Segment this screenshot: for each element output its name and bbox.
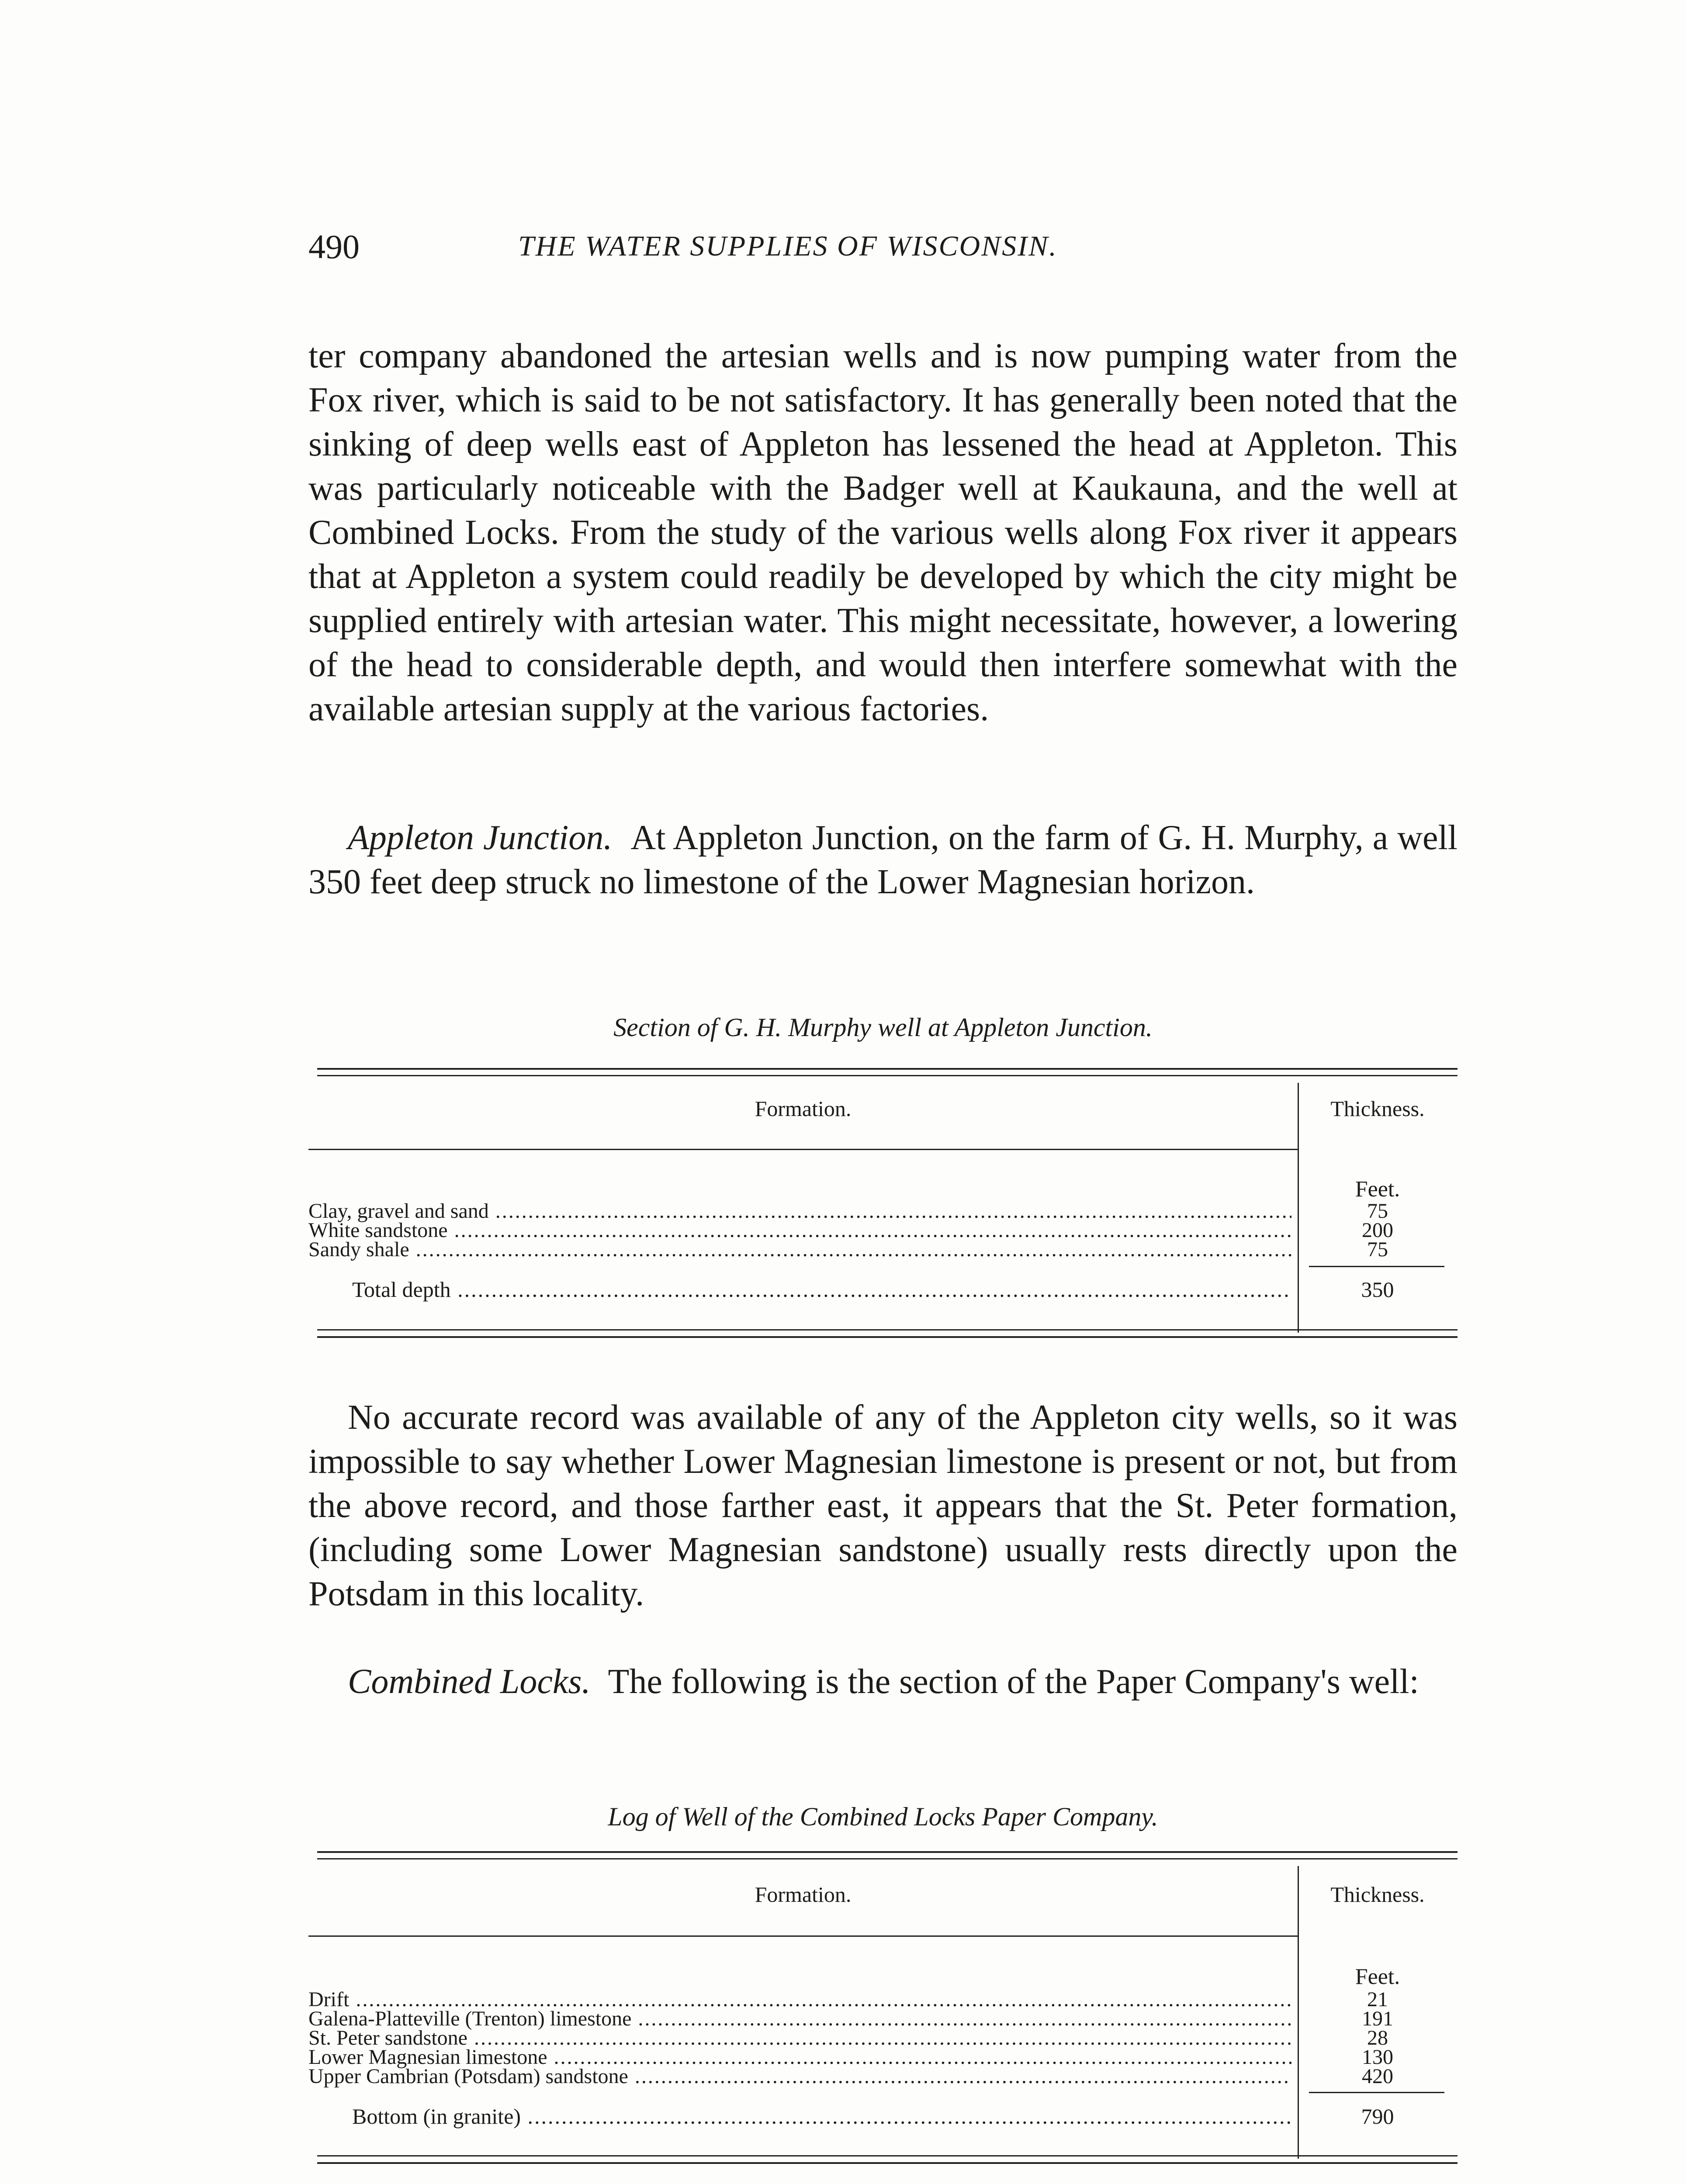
murphy-well-table <box>308 1068 1458 1348</box>
table-rule <box>317 1329 1458 1330</box>
formation-cell: Galena-Platteville (Trenton) limestone ..... <box>308 2007 1291 2031</box>
combined-locks-table <box>308 1851 1458 2177</box>
table-row <box>308 2026 1458 2049</box>
formation-cell: Drift ..... <box>308 1987 1291 2011</box>
formation-cell: Lower Magnesian limestone ..... <box>308 2045 1291 2069</box>
paragraph-3: No accurate record was available of any of the Appleton city wells, so it was impossible to say whether Lower Magnesian limestone is present or not, but from the above record, and those farther east, it appears that the St. Peter formation, (including some Lower Magnesian sandstone) usually rests directly upon the Potsdam in this locality. <box>308 1398 1458 1613</box>
thickness-cell: 191 <box>1362 2007 1393 2030</box>
table-row <box>308 1237 1458 1261</box>
table-rule <box>317 2162 1458 2164</box>
table-row <box>308 2007 1458 2030</box>
total-row <box>352 2104 1291 2130</box>
total-value: 350 <box>1361 1277 1394 1302</box>
total-row <box>352 1277 1291 1303</box>
thickness-cell: 21 <box>1367 1988 1388 2011</box>
section-lead-combined-locks: Combined Locks. <box>348 1662 591 1701</box>
paragraph-combined-locks <box>308 1660 1458 1704</box>
thickness-cell: 130 <box>1362 2046 1393 2069</box>
paragraph-1: ter company abandoned the artesian wells and is now pumping water from the Fox river, which is said to be not satisfactory. It has generally been noted that the sinking of deep wells east of Appleton has lessened the head at Appleton. This was particularly noticeable with the Badger well at Kaukauna, and the well at Combined Locks. From the study of the various wells along Fox river it appears that at Appleton a system could readily be developed by which the city might be supplied entirely with artesian water. This might necessitate, however, a lowering of the head to considerable depth, and would then interfere somewhat with the available artesian supply at the various factories. <box>308 337 1458 728</box>
column-header-thickness: Thickness. <box>1330 1882 1425 1907</box>
total-value: 790 <box>1361 2104 1394 2129</box>
table-row <box>308 1199 1458 1223</box>
paragraph-appleton-junction <box>308 816 1458 904</box>
paragraph-combined-locks-text: The following is the section of the Paper Company's well: <box>608 1662 1419 1701</box>
formation-cell: St. Peter sandstone ..... <box>308 2026 1291 2050</box>
table-rule <box>317 1336 1458 1338</box>
formation-cell: Clay, gravel and sand ..... <box>308 1199 1291 1223</box>
table-rule <box>317 1851 1458 1853</box>
table-rule <box>308 1935 1298 1937</box>
column-divider <box>1298 1083 1299 1333</box>
table-rows <box>308 1199 1458 1261</box>
thickness-cell: 28 <box>1367 2026 1388 2049</box>
formation-cell: Upper Cambrian (Potsdam) sandstone ..... <box>308 2064 1291 2088</box>
total-label: Bottom (in granite) ..... <box>352 2104 1291 2129</box>
column-header-formation: Formation. <box>755 1096 852 1121</box>
table-2-caption: Log of Well of the Combined Locks Paper Company. <box>608 1802 1158 1831</box>
table-rule <box>317 1068 1458 1070</box>
thickness-cell: 75 <box>1367 1238 1388 1261</box>
units-label: Feet. <box>1355 1964 1400 1989</box>
table-row <box>308 2064 1458 2088</box>
table-rule <box>317 1858 1458 1859</box>
table-row <box>308 1987 1458 2011</box>
thickness-cell: 75 <box>1367 1199 1388 1223</box>
column-header-formation: Formation. <box>755 1882 852 1907</box>
table-rule <box>317 1075 1458 1076</box>
paragraph-appleton-junction-text: At Appleton Junction, on the farm of G. H. Murphy, a well 350 feet deep struck no limestone of the Lower Magnesian horizon. <box>308 819 1458 901</box>
table-rule <box>317 2155 1458 2156</box>
section-lead-appleton-junction: Appleton Junction. <box>348 819 613 857</box>
column-divider <box>1298 1866 1299 2159</box>
thickness-cell: 420 <box>1362 2065 1393 2088</box>
column-header-thickness: Thickness. <box>1330 1096 1425 1121</box>
total-rule <box>1309 1266 1444 1267</box>
running-title: THE WATER SUPPLIES OF WISCONSIN. <box>518 230 1058 262</box>
table-rule <box>308 1149 1298 1150</box>
table-row <box>308 2045 1458 2069</box>
units-label: Feet. <box>1355 1177 1400 1202</box>
table-1-caption: Section of G. H. Murphy well at Appleton Junction. <box>613 1013 1153 1042</box>
formation-cell: Sandy shale ..... <box>308 1237 1291 1261</box>
formation-cell: White sandstone ..... <box>308 1218 1291 1242</box>
page-number: 490 <box>308 228 360 266</box>
page-header <box>308 227 1458 280</box>
total-label: Total depth ..... <box>352 1277 1291 1302</box>
table-rows <box>308 1987 1458 2088</box>
table-row <box>308 1218 1458 1242</box>
total-rule <box>1309 2092 1444 2093</box>
thickness-cell: 200 <box>1362 1219 1393 1242</box>
